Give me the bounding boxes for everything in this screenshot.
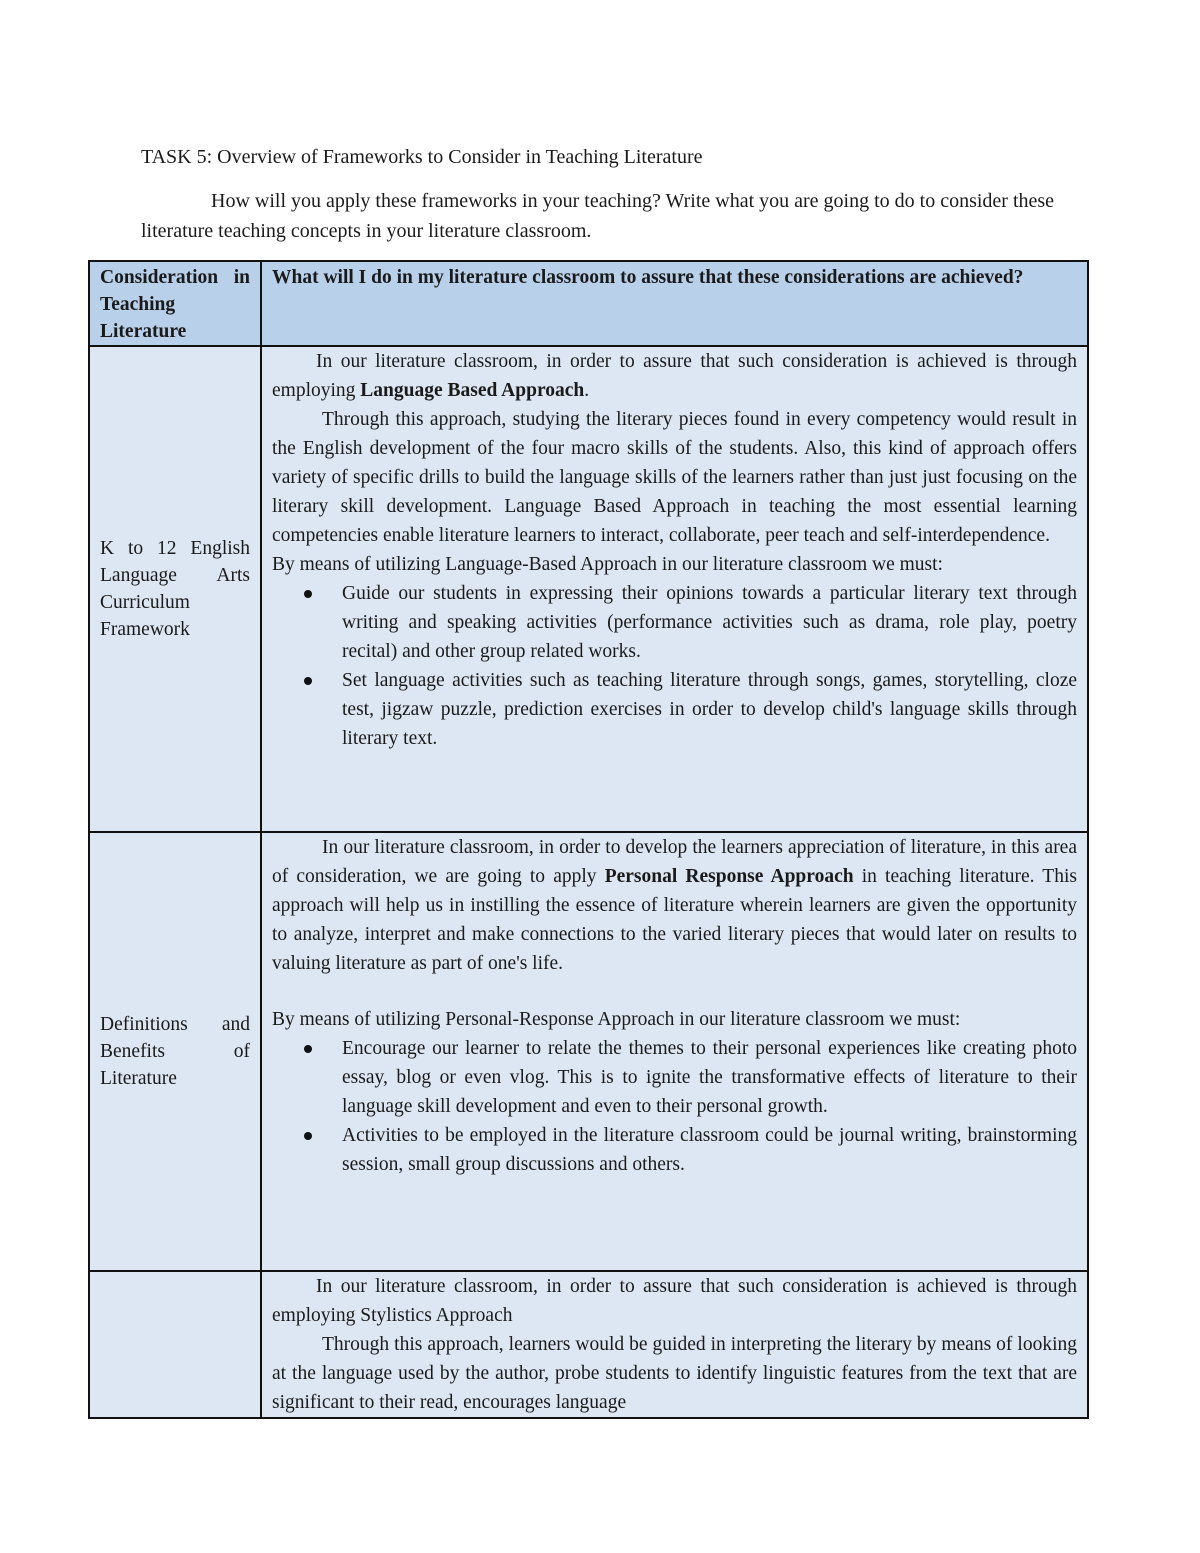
paragraph xyxy=(272,347,1077,405)
task-instructions xyxy=(141,186,1081,246)
table-header-row xyxy=(89,261,1088,346)
task-title: TASK 5: Overview of Frameworks to Consider in Teaching Literature xyxy=(141,146,703,168)
paragraph: By means of utilizing Language-Based Approach in our literature classroom we must: xyxy=(272,554,943,575)
consideration-cell: Definitions and Benefits of Literature xyxy=(89,832,261,1271)
paragraph: By means of utilizing Personal-Response Approach in our literature classroom we must: xyxy=(272,1009,961,1030)
list-item-text: Activities to be employed in the literature classroom could be journal writing, brainstorming session, small group discussions and others. xyxy=(342,1125,1077,1175)
action-cell xyxy=(261,832,1088,1271)
list-item-text: Guide our students in expressing their opinions towards a particular literary text through writing and speaking activities (performance activities such as drama, role play, poetry recital) and other group related works. xyxy=(342,583,1077,662)
bullet-list xyxy=(272,579,1077,753)
list-item xyxy=(342,1034,1077,1121)
table-row xyxy=(89,832,1088,1271)
list-item xyxy=(342,1121,1077,1179)
consideration-cell xyxy=(89,1271,261,1418)
paragraph: Through this approach, studying the literary pieces found in every competency would result in the English development of the four macro skills of the students. Also, this kind of approach offers variety of specific drills to build the language skills of the learners rather than just just focusing on the literary skill development. Language Based Approach in teaching the most essential learning competencies enable literature learners to interact, collaborate, peer teach and self-interdependence. xyxy=(272,409,1077,546)
bullet-icon xyxy=(304,1045,312,1053)
action-cell xyxy=(261,346,1088,832)
table-row xyxy=(89,1271,1088,1418)
paragraph xyxy=(272,833,1077,978)
paragraph: Through this approach, learners would be guided in interpreting the literary by means of looking at the language used by the author, probe students to identify linguistic features from the text that are significant to their read, encourages language xyxy=(272,1334,1077,1413)
bullet-icon xyxy=(304,677,312,685)
table-row xyxy=(89,346,1088,832)
frameworks-table xyxy=(88,260,1089,1419)
list-item xyxy=(342,666,1077,753)
paragraph-text: in teaching literature. This approach will help us in instilling the essence of literature wherein learners are given the opportunity to analyze, interpret and make connections to the varied literary pieces that would later on results to valuing literature as part of one's life. xyxy=(272,866,1077,974)
paragraph-text: . xyxy=(584,380,590,401)
action-cell xyxy=(261,1271,1088,1418)
approach-name: Language Based Approach xyxy=(360,380,585,401)
paragraph: In our literature classroom, in order to assure that such consideration is achieved is through employing Stylistics Approach xyxy=(272,1276,1077,1326)
header-action: What will I do in my literature classroom to assure that these considerations are achieved? xyxy=(261,261,1088,346)
bullet-list xyxy=(272,1034,1077,1179)
paragraph-text: In our literature classroom, in order to assure that such consideration is achieved is through employing xyxy=(272,351,1077,401)
list-item xyxy=(342,579,1077,666)
header-consideration: Consideration in Teaching Literature xyxy=(89,261,261,346)
paragraph-gap xyxy=(272,978,1077,1005)
list-item-text: Set language activities such as teaching literature through songs, games, storytelling, cloze test, jigzaw puzzle, prediction exercises in order to develop child's language skills through literary text. xyxy=(342,670,1077,749)
consideration-cell: K to 12 English Language Arts Curriculum Framework xyxy=(89,346,261,832)
list-item-text: Encourage our learner to relate the themes to their personal experiences like creating photo essay, blog or even vlog. This is to ignite the transformative effects of literature to their language skill development and even to their personal growth. xyxy=(342,1038,1077,1117)
bullet-icon xyxy=(304,590,312,598)
approach-name: Personal Response Approach xyxy=(604,866,854,887)
instructions-text: How will you apply these frameworks in your teaching? Write what you are going to do to consider these literature teaching concepts in your literature classroom. xyxy=(141,190,1055,242)
bullet-icon xyxy=(304,1132,312,1140)
paragraph-text: In our literature classroom, in order to develop the learners appreciation of literature, in this area of consideration, we are going to apply xyxy=(272,837,1077,887)
